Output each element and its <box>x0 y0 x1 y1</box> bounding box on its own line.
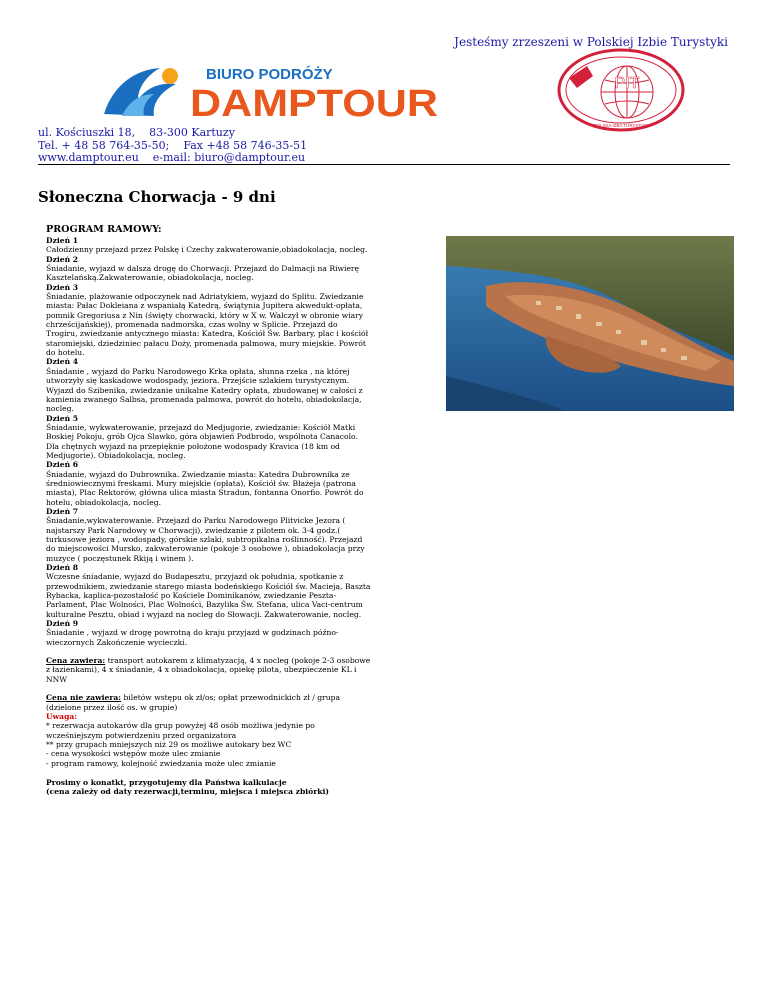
price-includes <box>46 656 371 684</box>
day-text: Śniadanie, wyjazd do Dubrownika. Zwiedzanie miasta: Katedra Dubrownika ze średniowiecznymi freskami. Mury miejskie (opłata), Kościół św. Błażeja (patrona miasta), Plac Rektorów, główna ulica miasta Stradun, fontanna Onorfio. Powrót do hotelu, obiadokolacja, nocleg. <box>46 469 364 507</box>
day-7 <box>46 507 371 563</box>
pit-ring-text: POLSKA IZBA TURYSTYKI <box>593 123 649 128</box>
contact-block <box>38 127 307 165</box>
program-heading: PROGRAM RAMOWY: <box>46 224 162 235</box>
membership-note: Jesteśmy zrzeszeni w Polskiej Izbie Turystyki <box>454 35 728 49</box>
note-item: * rezerwacja autokarów dla grup powyżej 48 osób możliwa jedynie po wcześniejszym potwierdzeniu przed organizatora <box>46 721 315 740</box>
logo-brand-text: DAMPTOUR <box>190 83 438 120</box>
logo-top-text: BIURO PODRÓŻY <box>206 66 333 83</box>
notes <box>46 712 371 768</box>
pit-logo <box>555 48 687 132</box>
includes-text: transport autokarem z klimatyzacją, 4 x nocleg (pokoje 2-3 osobowe z łazienkami), 4 x śniadanie, 4 x obiadokolacja, opiekę pilota, ubezpieczenie KL i NNW <box>46 656 371 684</box>
page-title: Słoneczna Chorwacja - 9 dni <box>38 188 276 206</box>
damptour-logo <box>102 58 442 120</box>
contact-request-line: (cena zależy od daty rezerwacji,terminu, miejsca i miejsca zbiórki) <box>46 787 329 797</box>
day-text: Śniadanie, wykwaterowanie, przejazd do Medjugorie, zwiedzanie: Kościół Matki Boskiej Pokoju, grób Ojca Slawko, góra objawień Podbrodo, wspólnota Canacolo. Dla chętnych wyjazd na przepięknie położone wodospady Kravica (18 km od Medjugorie). Obiadokolacja, nocleg. <box>46 422 358 460</box>
day-title: Dzień 7 <box>46 506 79 516</box>
day-text: Całodzienny przejazd przez Polskę i Czechy zakwaterowanie,obiadokolacja, nocleg. <box>46 245 368 255</box>
note-item: - cena wysokości wstępów może ulec zmianie <box>46 749 221 759</box>
includes-label: Cena zawiera: <box>46 656 106 666</box>
note-item: ** przy grupach mniejszych niż 29 os możliwe autokary bez WC <box>46 739 292 749</box>
day-6 <box>46 460 371 507</box>
price-excludes <box>46 693 371 712</box>
day-9 <box>46 619 371 647</box>
day-4 <box>46 357 371 413</box>
day-text: Wczesne śniadanie, wyjazd do Budapesztu, przyjazd ok południa, spotkanie z przewodnikiem, zwiedzanie starego miasta bodeńskiego Kościół św. Macieja, Baszta Rybacka, kaplica-pozostałość po Kościele Dominikanów, zwiedzanie Peszta-Parlament, Plac Wolności, Plac Wolności, Bazylika Św. Stefana, ulica Vaci-centrum kulturalne Pesztu, obiad i wyjazd na nocleg do Słowacji. Zakwaterowanie, nocleg. <box>46 572 371 619</box>
day-2 <box>46 255 371 283</box>
pit-center-text: PIT <box>614 75 640 92</box>
day-title: Dzień 9 <box>46 619 79 629</box>
excludes-label: Cena nie zawiera: <box>46 693 122 703</box>
program-section <box>46 224 371 797</box>
day-text: Śniadanie , wyjazd do Parku Narodowego Krka opłata, słunna rzeka , na której utworzyły się kaskadowe wodospady, jeziora. Przejście szlakiem turystycznym. Wyjazd do Szibenika, zwiedzanie unikalne Katedry opłata, zbudowanej w całości z kamienia zwanego Salbsa, promenada palmowa, powrót do hotelu, obiadokolacja, nocleg. <box>46 366 363 414</box>
day-title: Dzień 2 <box>46 254 79 264</box>
day-text: Śniadanie, wyjazd w dalsza drogę do Chorwacji. Przejazd do Dalmacji na Riwierę Kasztelańską.Zakwaterowanie, obiadokolacja, nocleg. <box>46 264 360 283</box>
day-title: Dzień 1 <box>46 236 79 245</box>
contact-web-email[interactable]: www.damptour.eu e-mail: biuro@damptour.eu <box>38 151 306 164</box>
day-text: Śniadanie,wykwaterowanie. Przejazd do Parku Narodowego Plitvicke Jezora ( najstarszy Park Narodowy w Chorwacji), zwiedzanie z pilotem ok. 3-4 godz.( turkusowe jeziora , wodospady, górskie szlaki, subtropikalna roślinność). Przejazd do miejscowości Mursko, zakwaterowanie (pokoje 3 osobowe ), obiadokolacja przy muzyce ( poczęstunek Rkiją i winem ). <box>46 516 365 563</box>
day-8 <box>46 563 371 619</box>
note-item: - program ramowy, kolejność zwiedzania może ulec zmianie <box>46 758 276 768</box>
day-text: Śniadanie, plażowanie odpoczynek nad Adriatykiem, wyjazd do Splitu. Zwiedzanie miasta: Pałac Dokleiana z wspaniałą Katedrą, świątynia Jupitera akwedukt-opłata, pomnik Gregoriusa z Nin (święty chorwacki, który w X w. Walczył w obronie wiary chrześcijańskiej), promenada nadmorska, czas wolny w Splicie. Przejazd do Trogiru, zwiedzanie antycznego miasta: Katedra, Kościół Św. Barbary, plac i kościół staromiejski, dziedziniec pałacu Doży, promenada palmowa, mury miejskie. Powrót do hotelu. <box>46 292 369 358</box>
excludes-text: biletów wstępu ok zł/os; opłat przewodnickich zł / grupa (dzielone przez ilość os. w grupie) <box>46 693 340 712</box>
day-5 <box>46 414 371 461</box>
day-title: Dzień 6 <box>46 460 79 470</box>
contact-address: ul. Kościuszki 18, 83-300 Kartuzy <box>38 126 235 139</box>
notes-label: Uwaga: <box>46 711 78 721</box>
day-3 <box>46 283 371 358</box>
day-text: Śniadanie , wyjazd w drogę powrotną do kraju przyjazd w godzinach późno-wieczornych Zakończenie wycieczki. <box>46 628 339 647</box>
contact-phone: Tel. + 48 58 764-35-50; Fax +48 58 746-35-51 <box>38 138 308 152</box>
contact-request-line: Prosimy o konatkt, przygotujemy dla Państwa kalkulacje <box>46 777 287 787</box>
contact-request <box>46 778 371 797</box>
day-1 <box>46 236 371 255</box>
day-title: Dzień 5 <box>46 413 79 423</box>
day-title: Dzień 3 <box>46 282 79 292</box>
day-title: Dzień 8 <box>46 563 79 573</box>
dubrovnik-photo <box>446 236 734 411</box>
wave-icon <box>104 68 178 116</box>
day-title: Dzień 4 <box>46 357 79 367</box>
globe-icon <box>601 66 653 118</box>
header-divider <box>38 164 730 165</box>
